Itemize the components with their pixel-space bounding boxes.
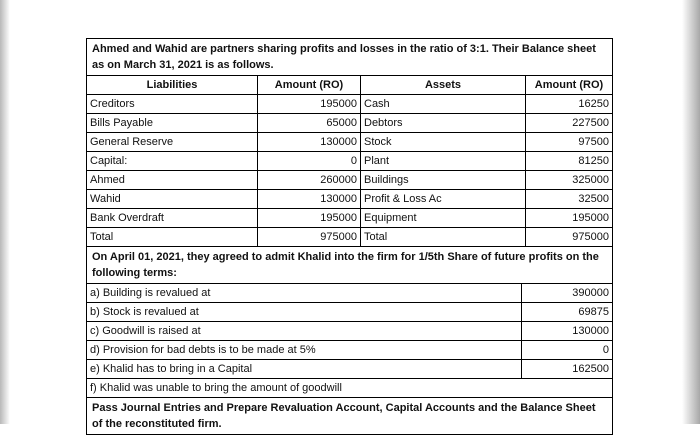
term-label: d) Provision for bad debts is to be made at 5% <box>87 341 522 359</box>
header-assets: Assets <box>361 76 526 94</box>
balance-row <box>87 209 612 228</box>
header-amount-liabilities: Amount (RO) <box>258 76 361 94</box>
photo-edge-right <box>682 0 700 424</box>
asset-name: Profit & Loss Ac <box>361 190 526 208</box>
liability-name: Ahmed <box>87 171 258 189</box>
balance-row <box>87 152 612 171</box>
asset-amount: 97500 <box>578 136 609 148</box>
balance-sheet-header <box>87 76 612 95</box>
intro-text: Ahmed and Wahid are partners sharing profits and losses in the ratio of 3:1. Their Balance sheet as on March 31, 2021 is as follows. <box>87 39 612 76</box>
liability-name: Bills Payable <box>87 114 258 132</box>
term-row <box>87 284 612 303</box>
header-liabilities: Liabilities <box>87 76 258 94</box>
question-document <box>86 38 613 435</box>
asset-amount: 325000 <box>572 174 609 186</box>
term-row-goodwill <box>87 379 612 398</box>
instruction-text: Pass Journal Entries and Prepare Revaluation Account, Capital Accounts and the Balance Sheet of the reconstituted firm. <box>92 402 596 430</box>
term-value: 69875 <box>578 306 609 318</box>
asset-amount: 195000 <box>572 212 609 224</box>
asset-amount: 16250 <box>578 98 609 110</box>
term-row <box>87 360 612 379</box>
liability-name: Capital: <box>87 152 258 170</box>
liability-name: Total <box>87 228 258 246</box>
term-label: f) Khalid was unable to bring the amount of goodwill <box>90 382 342 394</box>
liability-amount: 975000 <box>258 228 361 246</box>
liability-amount: 260000 <box>258 171 361 189</box>
asset-name: Total <box>361 228 526 246</box>
term-row <box>87 303 612 322</box>
term-label: e) Khalid has to bring in a Capital <box>87 360 522 378</box>
asset-amount: 32500 <box>578 193 609 205</box>
liability-name: Wahid <box>87 190 258 208</box>
liability-name: Creditors <box>87 95 258 113</box>
asset-amount: 227500 <box>572 117 609 129</box>
term-value: 162500 <box>572 363 609 375</box>
liability-amount: 130000 <box>258 133 361 151</box>
term-value: 390000 <box>572 287 609 299</box>
liability-amount: 195000 <box>258 209 361 227</box>
asset-name: Debtors <box>361 114 526 132</box>
liability-name: General Reserve <box>87 133 258 151</box>
balance-row <box>87 171 612 190</box>
liability-amount: 65000 <box>258 114 361 132</box>
balance-row <box>87 95 612 114</box>
term-row <box>87 322 612 341</box>
liability-amount: 195000 <box>258 95 361 113</box>
liability-name: Bank Overdraft <box>87 209 258 227</box>
header-amount-assets: Amount (RO) <box>534 79 604 91</box>
asset-name: Equipment <box>361 209 526 227</box>
asset-name: Cash <box>361 95 526 113</box>
asset-amount: 81250 <box>578 155 609 167</box>
balance-row <box>87 114 612 133</box>
term-value: 130000 <box>572 325 609 337</box>
asset-name: Stock <box>361 133 526 151</box>
liability-amount: 0 <box>258 152 361 170</box>
liability-amount: 130000 <box>258 190 361 208</box>
term-label: a) Building is revalued at <box>87 284 522 302</box>
term-value: 0 <box>602 344 609 356</box>
admission-text: On April 01, 2021, they agreed to admit Khalid into the firm for 1/5th Share of future profits on the following terms: <box>87 247 612 284</box>
term-row <box>87 341 612 360</box>
term-label: b) Stock is revalued at <box>87 303 522 321</box>
term-label: c) Goodwill is raised at <box>87 322 522 340</box>
asset-name: Buildings <box>361 171 526 189</box>
photo-edge-left <box>0 0 10 424</box>
balance-row <box>87 190 612 209</box>
asset-name: Plant <box>361 152 526 170</box>
balance-total-row <box>87 228 612 247</box>
asset-amount: 975000 <box>572 231 609 243</box>
balance-row <box>87 133 612 152</box>
